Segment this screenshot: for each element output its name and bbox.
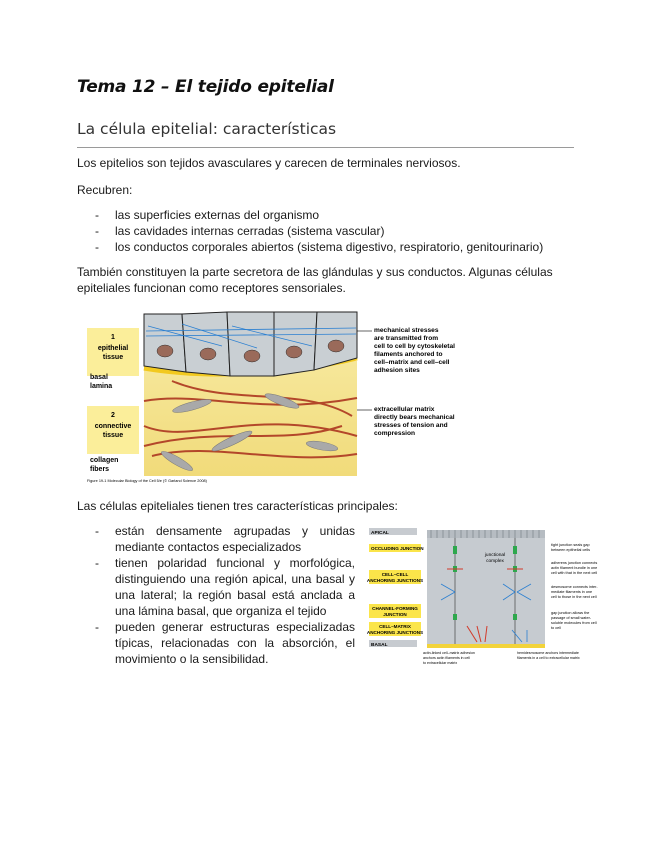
label-1-number: 1 bbox=[111, 334, 115, 341]
annotation-line: filaments anchored to bbox=[374, 351, 443, 358]
label-fibers: fibers bbox=[90, 466, 110, 473]
paragraph-3-line-1: También constituyen la parte secretora de las glándulas y sus conductos. Algunas células bbox=[77, 265, 553, 279]
annotation-line: anchors actin filaments in cell bbox=[423, 656, 470, 660]
annotation-line: adhesion sites bbox=[374, 367, 420, 374]
characteristics-list bbox=[95, 523, 355, 667]
label-tissue: tissue bbox=[102, 354, 124, 361]
list-item: - están densamente agrupadas y unidas mediante contactos especializados bbox=[95, 523, 355, 555]
annotation-line: cell–matrix and cell–cell bbox=[374, 359, 450, 366]
right-annotations bbox=[551, 543, 598, 630]
list-item: - pueden generar estructuras especializadas típicas, relacionadas con la absorción, el movimiento o la sensibilidad. bbox=[95, 619, 355, 667]
label-connective-tissue: tissue bbox=[102, 432, 124, 439]
section-divider bbox=[77, 147, 574, 148]
annotation-line: cell to cell by cytoskeletal bbox=[374, 343, 455, 350]
annotation-line: mechanical stresses bbox=[374, 327, 439, 334]
label-basal: basal bbox=[90, 374, 108, 381]
annotation-line: adherens junction connects bbox=[551, 561, 598, 565]
junctional-label-2: complex bbox=[486, 559, 504, 564]
annotation-line: hemidesmosome anchors intermediate bbox=[517, 651, 579, 655]
cell-cell-label-2: ANCHORING JUNCTIONS bbox=[367, 578, 424, 583]
channel-label: CHANNEL-FORMING bbox=[372, 606, 418, 611]
channel-label-2: JUNCTION bbox=[383, 612, 407, 617]
annotation-line: to extracellular matrix bbox=[423, 661, 458, 665]
epithelial-tissue-figure bbox=[82, 306, 462, 486]
annotation-line: filaments in a cell to extracellular matrix bbox=[517, 656, 580, 660]
cell-matrix-label: CELL–MATRIX bbox=[379, 624, 411, 629]
annotation-line: stresses of tension and bbox=[374, 422, 448, 429]
paragraph-2: Recubren: bbox=[77, 183, 133, 197]
section-title: La célula epitelial: características bbox=[77, 120, 337, 138]
annotation-line: to cell bbox=[551, 626, 561, 630]
stress-annotation bbox=[374, 327, 455, 374]
epithelial-cell-body bbox=[427, 530, 545, 646]
page-title: Tema 12 – El tejido epitelial bbox=[77, 77, 334, 97]
annotation-line: compression bbox=[374, 430, 416, 437]
matrix-annotation bbox=[374, 406, 455, 437]
cell-cell-label: CELL–CELL bbox=[381, 572, 409, 577]
list-item: - las cavidades internas cerradas (sistema vascular) bbox=[95, 223, 543, 239]
annotation-line: actin-linked cell–matrix adhesion bbox=[423, 651, 475, 655]
annotation-line: soluble molecules from cell bbox=[551, 621, 597, 625]
annotation-line: passage of small water- bbox=[551, 616, 592, 620]
annotation-line: actin filament bundle in one bbox=[551, 566, 598, 570]
annotation-line: tight junction seals gap bbox=[551, 543, 590, 547]
list-item: - los conductos corporales abiertos (sistema digestivo, respiratorio, genitourinario) bbox=[95, 239, 543, 255]
annotation-line: mediate filaments in one bbox=[551, 590, 593, 594]
annotation-line: gap junction allows the bbox=[551, 611, 590, 615]
annotation-line: extracellular matrix bbox=[374, 406, 435, 413]
annotation-line: between epithelial cells bbox=[551, 548, 591, 552]
annotation-line: directly bears mechanical bbox=[374, 414, 455, 421]
basal-lamina bbox=[427, 644, 545, 648]
basal-label: BASAL bbox=[371, 643, 388, 648]
paragraph-4: Las células epiteliales tienen tres características principales: bbox=[77, 499, 398, 513]
paragraph-3-line-2: epiteliales funcionan como receptores sensoriales. bbox=[77, 281, 346, 295]
annotation-line: cell with that in the next cell bbox=[551, 571, 598, 575]
covering-list bbox=[95, 207, 543, 255]
label-collagen: collagen bbox=[90, 457, 119, 464]
label-epithelial: epithelial bbox=[97, 345, 129, 352]
bottom-annotations bbox=[423, 651, 580, 665]
cell-junctions-figure bbox=[367, 526, 637, 668]
apical-label: APICAL bbox=[371, 531, 389, 536]
junctional-label: junctional bbox=[484, 553, 506, 558]
label-lamina: lamina bbox=[90, 383, 113, 390]
list-item: - las superficies externas del organismo bbox=[95, 207, 543, 223]
cell-matrix-label-2: ANCHORING JUNCTIONS bbox=[367, 630, 424, 635]
label-2-number: 2 bbox=[111, 412, 115, 419]
list-item: - tienen polaridad funcional y morfológica, distinguiendo una región apical, una basal y una lateral; la región basal está anclada a una lámina basal, que organiza el tejido bbox=[95, 555, 355, 619]
annotation-line: are transmitted from bbox=[374, 335, 439, 342]
annotation-line: cell to those in the next cell bbox=[551, 595, 597, 599]
annotation-line: desmosome connects inter- bbox=[551, 585, 598, 589]
paragraph-1: Los epitelios son tejidos avasculares y carecen de terminales nerviosos. bbox=[77, 156, 461, 170]
epithelial-cells bbox=[144, 312, 357, 376]
figure-caption: Figure 19-1 Molecular Biology of the Cell 5/e (© Garland Science 2008) bbox=[87, 479, 207, 483]
occluding-label: OCCLUDING JUNCTION bbox=[371, 546, 424, 551]
label-connective: connective bbox=[94, 423, 132, 430]
